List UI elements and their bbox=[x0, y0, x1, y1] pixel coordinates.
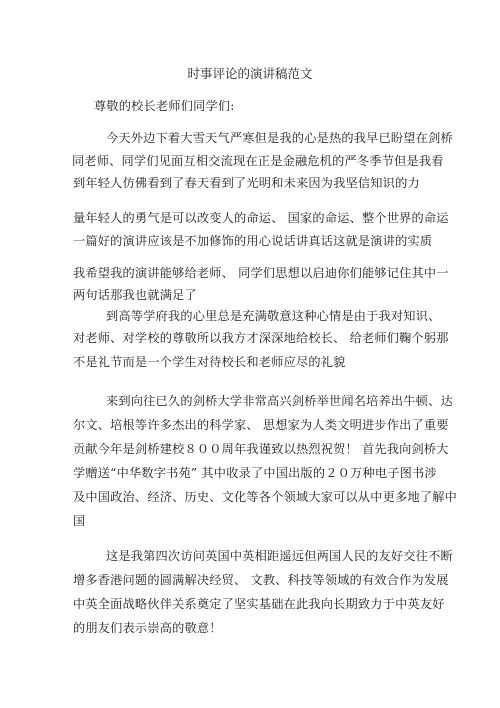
paragraph-line: 学赠送“中华数字书苑” 其中收录了中国出版的２０万种电子图书涉 bbox=[73, 466, 437, 480]
paragraph-line: 同老师、同学们见面互相交流现在正是金融危机的严冬季节但是我看 bbox=[72, 154, 444, 168]
paragraph-line: 到高等学府我的心里总是充满敬意这种心情是由于我对知识、 bbox=[106, 309, 441, 323]
paragraph-line: 到年轻人仿佛看到了春天看到了光明和未来因为我坚信知识的力 bbox=[73, 176, 420, 190]
paragraph-line: 两句话那我也就满足了 bbox=[73, 288, 197, 302]
greeting-line: 尊敬的校长老师们同学们: bbox=[94, 99, 235, 113]
paragraph-line: 尔文、培根等许多杰出的科学家、 思想家为人类文明进步作出了重要 bbox=[73, 418, 449, 432]
document-title: 时事评论的演讲稿范文 bbox=[187, 66, 313, 81]
paragraph-line: 对老师、对学校的尊敬所以我方才深深地给校长、 给老师们鞠个躬那 bbox=[73, 331, 449, 345]
paragraph-line: 国 bbox=[73, 514, 86, 528]
paragraph-line: 中英全面战略伙伴关系奠定了坚实基础在此我向长期致力于中英友好 bbox=[73, 597, 445, 611]
paragraph-line: 我希望我的演讲能够给老师、 同学们思想以启迪你们能够记住其中一 bbox=[73, 266, 449, 280]
paragraph-line: 不是礼节而是一个学生对待校长和老师应尽的礼貌 bbox=[73, 355, 346, 369]
paragraph-line: 增多香港问题的圆满解决经贸、 文教、科技等领域的有效合作为发展 bbox=[73, 573, 449, 587]
paragraph-line: 的朋友们表示崇高的敬意！ bbox=[73, 621, 222, 635]
paragraph-line: 及中国政治、经济、历史、文化等各个领域大家可以从中更多地了解中 bbox=[73, 490, 458, 504]
paragraph-line: 量年轻人的勇气是可以改变人的命运、 国家的命运、整个世界的命运 bbox=[73, 211, 449, 225]
paragraph-line: 今天外边下着大雪天气严寒但是我的心是热的我早已盼望在剑桥 bbox=[106, 131, 453, 145]
paragraph-line: 一篇好的演讲应该是不加修饰的用心说话讲真话这就是演讲的实质 bbox=[73, 234, 433, 248]
paragraph-line: 这是我第四次访问英国中英相距遥远但两国人民的友好交往不断 bbox=[106, 549, 453, 563]
paragraph-line: 贡献今年是剑桥建校８００周年我谨致以热烈祝贺！ 首先我向剑桥大 bbox=[73, 442, 449, 456]
paragraph-line: 来到向往已久的剑桥大学非常高兴剑桥举世闻名培养出牛顿、达 bbox=[106, 394, 453, 408]
